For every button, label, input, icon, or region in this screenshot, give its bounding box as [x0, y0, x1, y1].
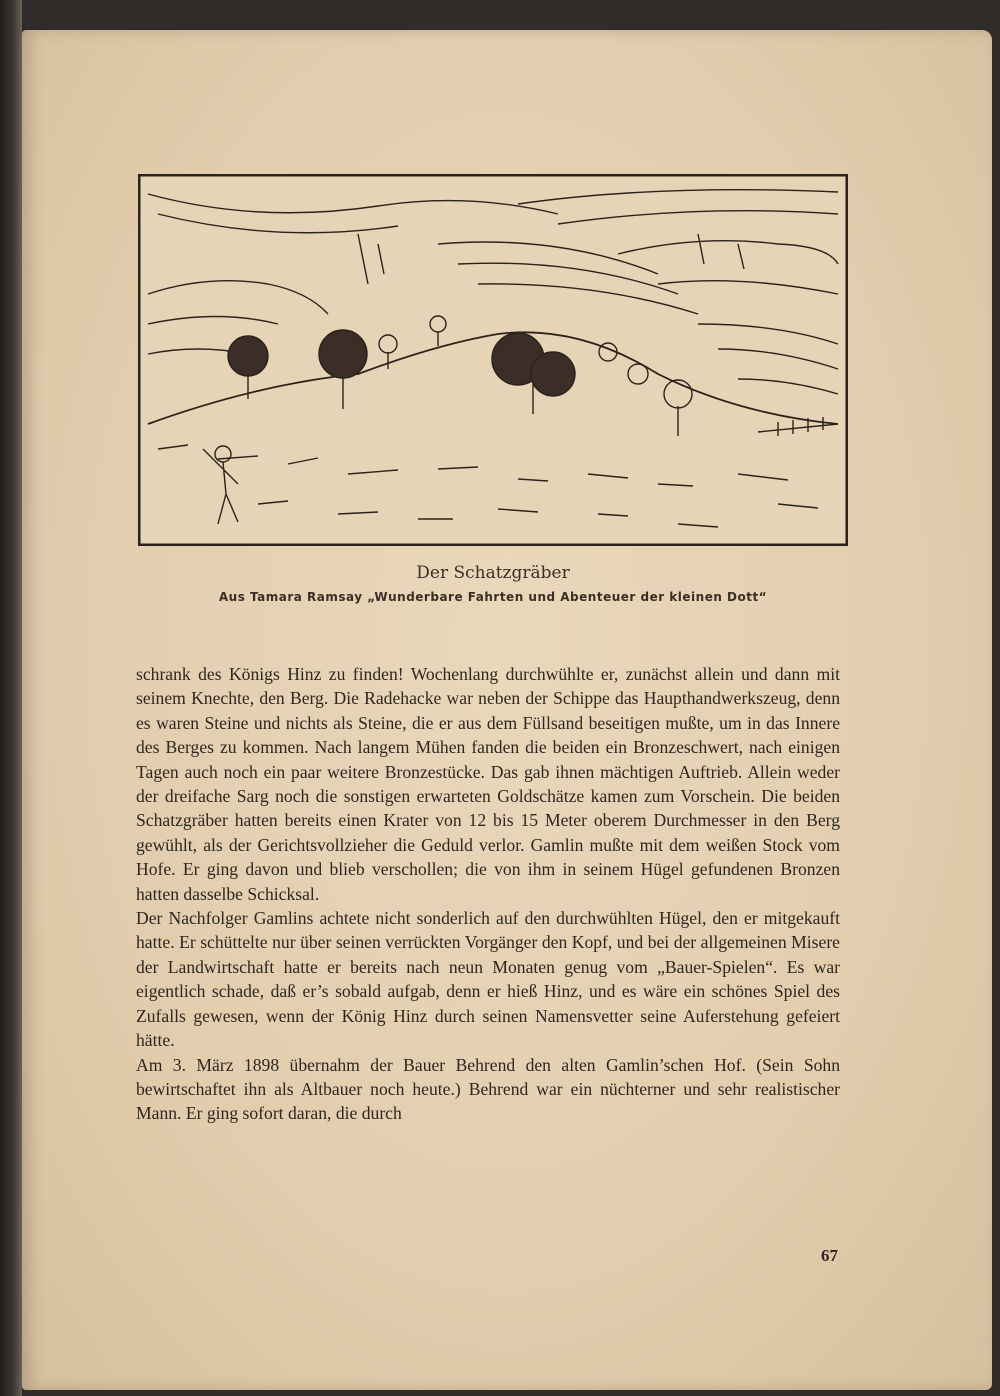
- body-text: [136, 662, 840, 1126]
- paragraph: Am 3. März 1898 übernahm der Bauer Behrend den alten Gamlin’schen Hof. (Sein Sohn bewirtschaftet ihn als Altbauer noch heute.) Behrend war ein nüchterner und sehr realistischer Mann. Er ging sofort daran, die durch: [136, 1054, 840, 1124]
- page-number: 67: [821, 1246, 838, 1265]
- figure-caption-title: Der Schatzgräber: [416, 563, 570, 583]
- figure-caption-source: Aus Tamara Ramsay „Wunderbare Fahrten und Abenteuer der kleinen Dott“: [218, 590, 768, 604]
- paragraph: schrank des Königs Hinz zu finden! Wochenlang durchwühlte er, zunächst allein und dann mit seinem Knechte, den Berg. Die Radehacke war neben der Schippe das Haupthandwerkszeug, denn es waren Steine und nichts als Steine, die er aus dem Füllsand beseitigen mußte, um in das Innere des Berges zu kommen. Nach langem Mühen fanden die beiden ein Bronzeschwert, nach einigen Tagen auch noch ein paar weitere Bronzestücke. Das gab ihnen mächtigen Auftrieb. Allein weder der dreifache Sarg noch die sonstigen erwarteten Goldschätze kamen zum Vorschein. Die beiden Schatzgräber hatten bereits einen Krater von 12 bis 15 Meter oberem Durchmesser in den Berg gewühlt, als der Gerichtsvollzieher die Geduld verlor. Gamlin mußte mit dem weißen Stock vom Hofe. Er ging davon und blieb verschollen; die von ihm in seinem Hügel gefundenen Bronzen hatten dasselbe Schicksal.: [136, 664, 840, 904]
- landscape-illustration-icon: [138, 174, 848, 546]
- paragraph: Der Nachfolger Gamlins achtete nicht sonderlich auf den durchwühlten Hügel, den er mitgekauft hatte. Er schüttelte nur über seinen verrückten Vorgänger den Kopf, und bei der allgemeinen Misere der Landwirtschaft hatte er bereits nach neun Monaten genug vom „Bauer-Spielen“. Es war eigentlich schade, daß er’s sobald aufgab, denn er hieß Hinz, und es wäre ein schönes Spiel des Zufalls gewesen, wenn der König Hinz durch seinen Namensvetter seine Auferstehung gefeiert hätte.: [136, 908, 840, 1051]
- book-spine: [0, 0, 22, 1396]
